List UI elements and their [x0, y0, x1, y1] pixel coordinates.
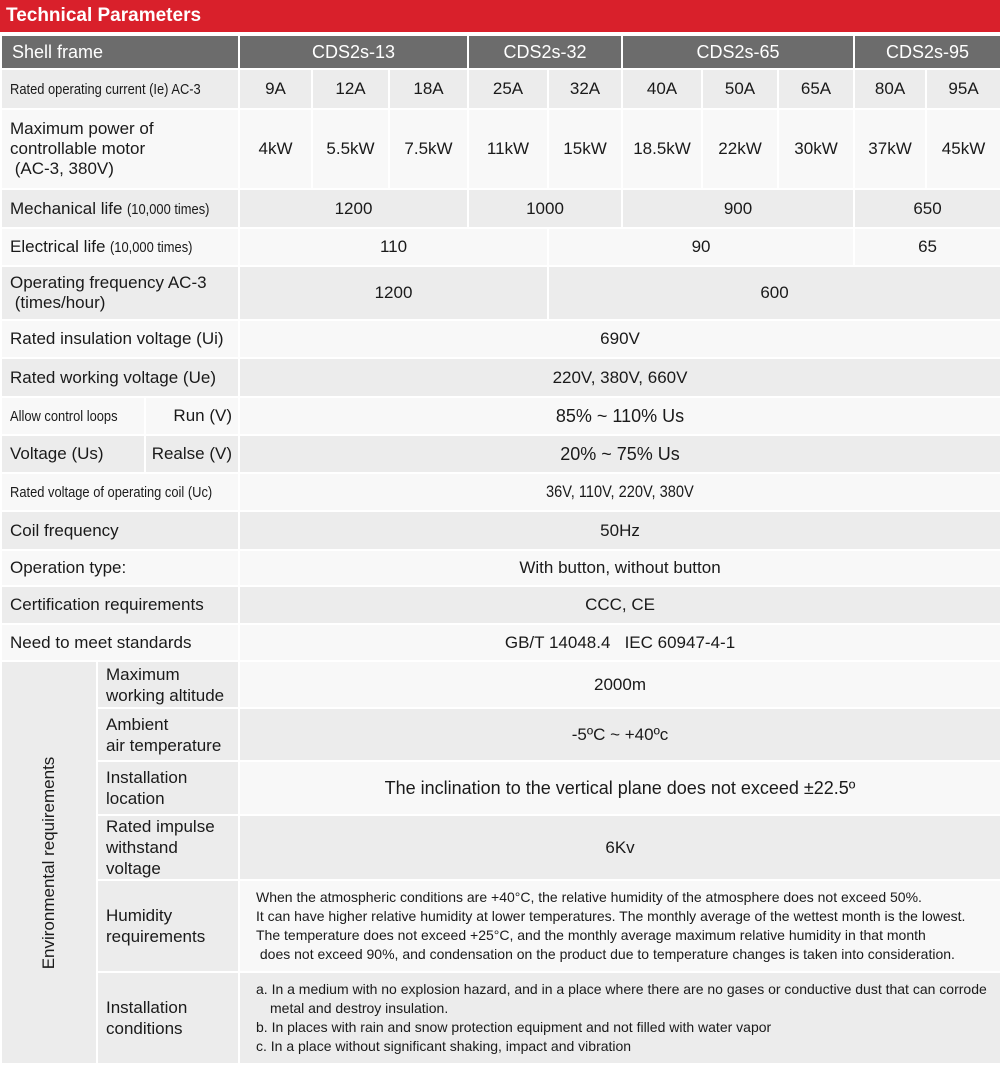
coil-voltage-row	[1, 473, 1000, 511]
header-row	[1, 35, 1000, 69]
label-line: conditions	[106, 1019, 183, 1038]
operation-type-label: Operation type:	[1, 550, 239, 586]
impulse-label	[97, 815, 239, 880]
value-cell: 90	[548, 228, 854, 266]
value-cell: 4kW	[239, 109, 312, 189]
certification-label: Certification requirements	[1, 586, 239, 624]
value-cell: 1200	[239, 266, 548, 320]
release-label: Realse (V)	[145, 435, 239, 473]
label-line: controllable motor	[10, 139, 146, 158]
electrical-life-label: Electrical life (10,000 times)	[1, 228, 239, 266]
certification-row	[1, 586, 1000, 624]
value-cell: 95A	[926, 69, 1000, 109]
value-cell: 80A	[854, 69, 926, 109]
environmental-requirements-cell	[1, 661, 97, 1064]
run-label: Run (V)	[145, 397, 239, 435]
temperature-label	[97, 708, 239, 761]
conditions-line: metal and destroy insulation.	[270, 1000, 449, 1016]
operating-frequency-label	[1, 266, 239, 320]
model-cds2s-65: CDS2s-65	[622, 35, 854, 69]
value-cell: 11kW	[468, 109, 548, 189]
label-line: location	[106, 789, 165, 808]
value-cell: 85% ~ 110% Us	[239, 397, 1000, 435]
max-power-row	[1, 109, 1000, 189]
value-cell: 1000	[468, 189, 622, 228]
humidity-row	[1, 880, 1000, 972]
label-line: Ambient	[106, 714, 169, 734]
value-cell: 600	[548, 266, 1000, 320]
label-line: (times/hour)	[10, 293, 106, 312]
value-cell: 65	[854, 228, 1000, 266]
value-cell: 37kW	[854, 109, 926, 189]
operating-frequency-row	[1, 266, 1000, 320]
location-label	[97, 761, 239, 815]
value-cell: 1200	[239, 189, 468, 228]
impulse-row	[1, 815, 1000, 880]
coil-frequency-label: Coil frequency	[1, 511, 239, 550]
value-cell: 25A	[468, 69, 548, 109]
insulation-voltage-row	[1, 320, 1000, 358]
shell-frame-label: Shell frame	[1, 35, 239, 69]
model-cds2s-13: CDS2s-13	[239, 35, 468, 69]
value-cell: 9A	[239, 69, 312, 109]
max-power-label	[1, 109, 239, 189]
conditions-line: c. In a place without significant shaking, impact and vibration	[256, 1038, 632, 1054]
conditions-line: b. In places with rain and snow protection equipment and not filled with water vapor	[256, 1019, 772, 1035]
parameters-table	[0, 34, 1000, 1065]
insulation-voltage-label: Rated insulation voltage (Ui)	[1, 320, 239, 358]
working-voltage-label: Rated working voltage (Ue)	[1, 358, 239, 397]
label-line: Humidity	[106, 906, 173, 925]
value-cell: 110	[239, 228, 548, 266]
label-line: Maximum	[106, 664, 180, 684]
label-line: air temperature	[106, 735, 222, 755]
value-cell: 2000m	[239, 661, 1000, 708]
value-cell: 18.5kW	[622, 109, 702, 189]
value-cell: 900	[622, 189, 854, 228]
altitude-label	[97, 661, 239, 708]
value-cell: 5.5kW	[312, 109, 389, 189]
label-line: withstand voltage	[106, 838, 178, 878]
model-cds2s-95: CDS2s-95	[854, 35, 1000, 69]
control-loops-label: Allow control loops	[1, 397, 145, 435]
value-cell: With button, without button	[239, 550, 1000, 586]
mechanical-life-row	[1, 189, 1000, 228]
location-row	[1, 761, 1000, 815]
value-cell: 45kW	[926, 109, 1000, 189]
label-line: requirements	[106, 927, 206, 946]
value-cell: CCC, CE	[239, 586, 1000, 624]
label-line: Operating frequency AC-3	[10, 273, 207, 292]
humidity-line: The temperature does not exceed +25°C, and the monthly average maximum relative humidity in that month	[256, 927, 926, 943]
conditions-line: a. In a medium with no explosion hazard, and in a place where there are no gases or conductive dust that can corrode	[256, 981, 987, 997]
value-cell: 36V, 110V, 220V, 380V	[239, 473, 1000, 511]
value-cell: GB/T 14048.4 IEC 60947-4-1	[239, 624, 1000, 661]
control-release-row	[1, 435, 1000, 473]
altitude-row	[1, 661, 1000, 708]
conditions-text	[239, 972, 1000, 1064]
value-cell: 40A	[622, 69, 702, 109]
control-run-row	[1, 397, 1000, 435]
operation-type-row	[1, 550, 1000, 586]
value-cell: 50A	[702, 69, 778, 109]
standards-row	[1, 624, 1000, 661]
value-cell: 50Hz	[239, 511, 1000, 550]
label-line: (AC-3, 380V)	[10, 159, 114, 178]
value-cell: 32A	[548, 69, 622, 109]
temperature-row	[1, 708, 1000, 761]
humidity-line: When the atmospheric conditions are +40°C, the relative humidity of the atmosphere does not exceed 50%.	[256, 889, 922, 905]
model-cds2s-32: CDS2s-32	[468, 35, 622, 69]
label-line: working altitude	[106, 685, 225, 705]
value-cell: 18A	[389, 69, 468, 109]
coil-frequency-row	[1, 511, 1000, 550]
mechanical-life-label: Mechanical life (10,000 times)	[1, 189, 239, 228]
humidity-line: It can have higher relative humidity at lower temperatures. The monthly average of the wettest month is the lowest.	[256, 908, 966, 924]
control-voltage-label: Voltage (Us)	[1, 435, 145, 473]
value-cell: 65A	[778, 69, 854, 109]
value-cell: 20% ~ 75% Us	[239, 435, 1000, 473]
humidity-text	[239, 880, 1000, 972]
working-voltage-row	[1, 358, 1000, 397]
rated-current-row	[1, 69, 1000, 109]
value-cell: The inclination to the vertical plane does not exceed ±22.5º	[239, 761, 1000, 815]
rated-current-label: Rated operating current (Ie) AC-3	[1, 69, 239, 109]
humidity-label	[97, 880, 239, 972]
label-line: Installation	[106, 768, 188, 787]
label-line: Rated impulse	[106, 817, 215, 836]
standards-label: Need to meet standards	[1, 624, 239, 661]
value-cell: -5ºC ~ +40ºc	[239, 708, 1000, 761]
conditions-row	[1, 972, 1000, 1064]
value-cell: 22kW	[702, 109, 778, 189]
label-line: Maximum power of	[10, 119, 154, 138]
value-cell: 30kW	[778, 109, 854, 189]
page-title: Technical Parameters	[0, 0, 1000, 32]
coil-voltage-label: Rated voltage of operating coil (Uc)	[1, 473, 239, 511]
value-cell: 15kW	[548, 109, 622, 189]
value-cell: 12A	[312, 69, 389, 109]
value-cell: 650	[854, 189, 1000, 228]
label-line: Installation	[106, 998, 188, 1017]
value-cell: 690V	[239, 320, 1000, 358]
value-cell: 7.5kW	[389, 109, 468, 189]
electrical-life-row	[1, 228, 1000, 266]
conditions-label	[97, 972, 239, 1064]
value-cell: 220V, 380V, 660V	[239, 358, 1000, 397]
value-cell: 6Kv	[239, 815, 1000, 880]
humidity-line: does not exceed 90%, and condensation on the product due to temperature changes is taken into consideration.	[256, 946, 955, 962]
environmental-requirements-label: Environmental requirements	[39, 756, 58, 969]
